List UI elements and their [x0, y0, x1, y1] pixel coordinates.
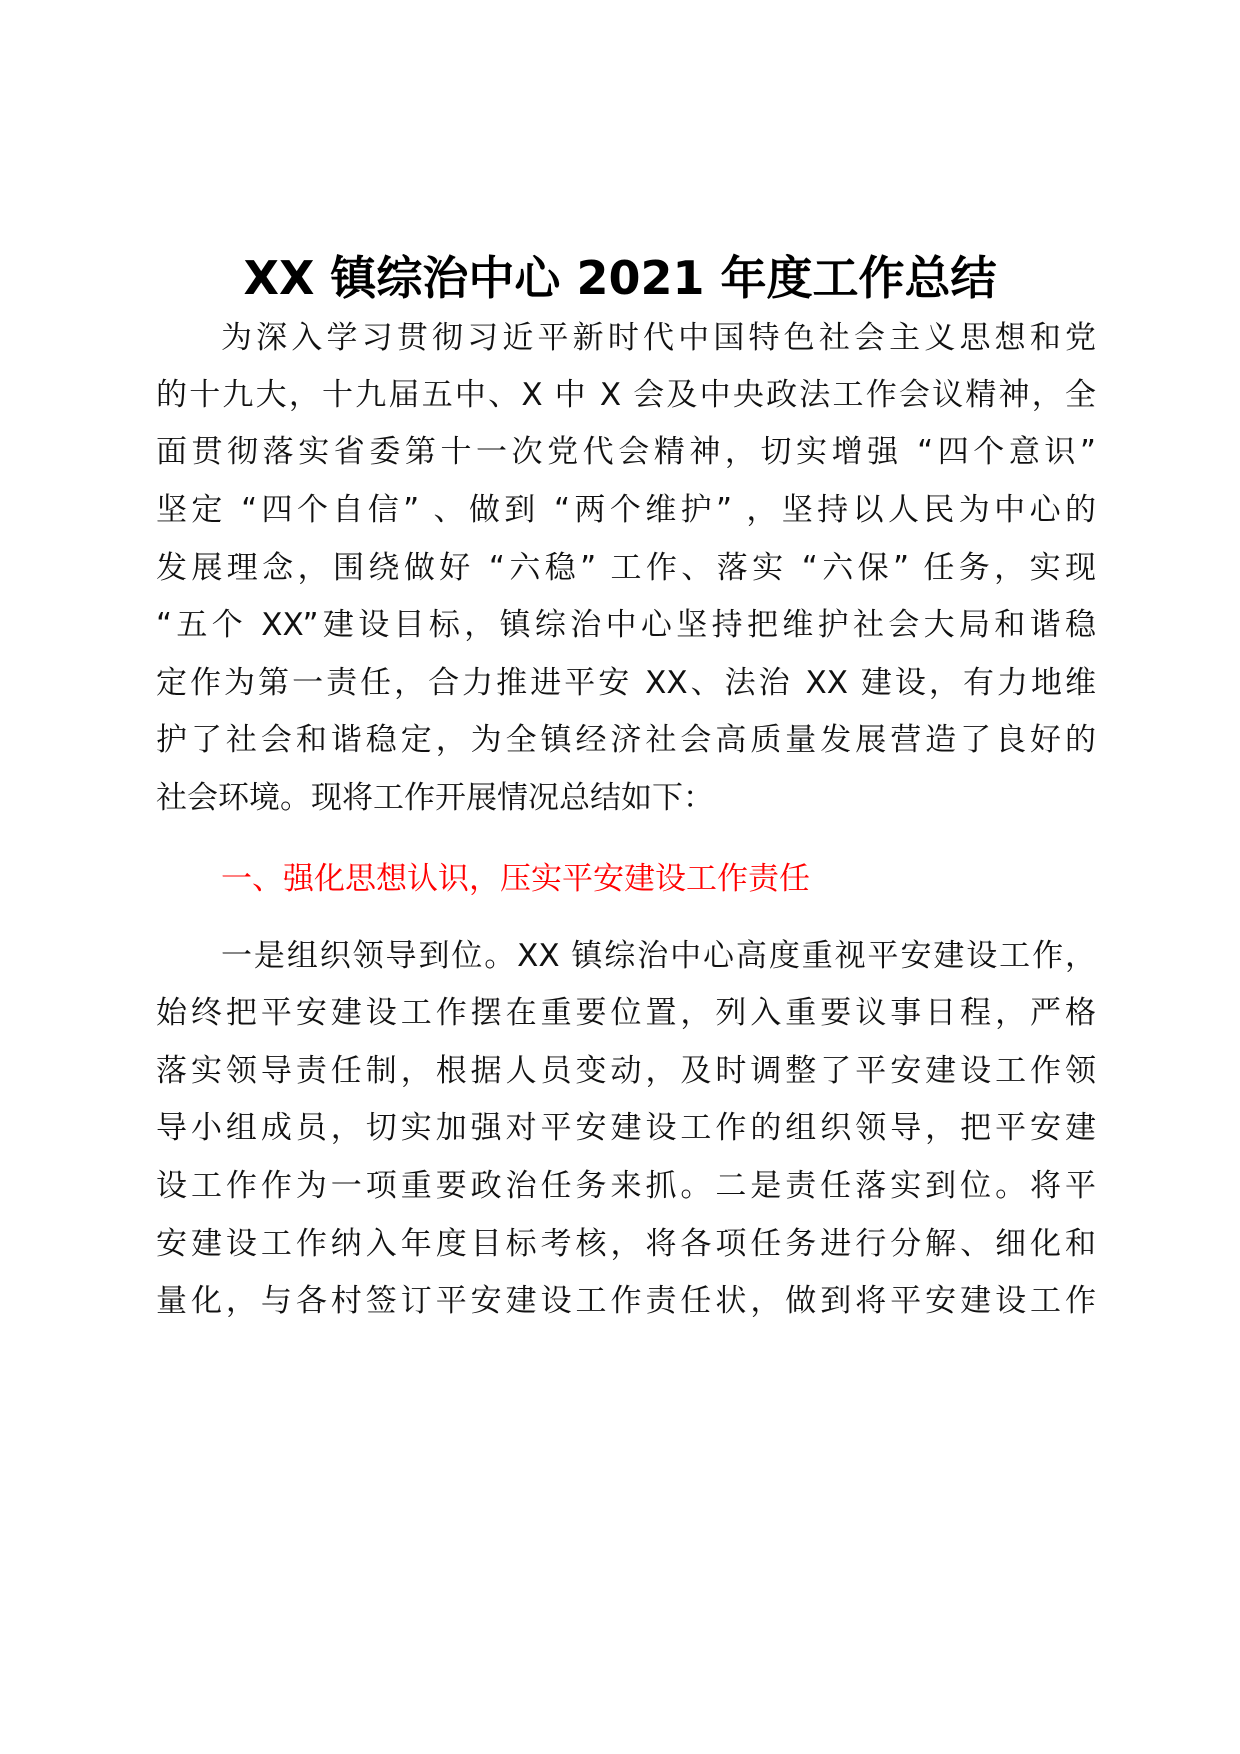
intro-paragraph-line: 面贯彻落实省委第十一次党代会精神，切实增强 “四个意识” [156, 434, 1096, 470]
section-paragraph-line: 落实领导责任制，根据人员变动，及时调整了平安建设工作领 [156, 1053, 1096, 1089]
intro-paragraph-line: 护了社会和谐稳定，为全镇经济社会高质量发展营造了良好的 [156, 722, 1096, 758]
section-paragraph-line: 设工作作为一项重要政治任务来抓。二是责任落实到位。将平 [156, 1168, 1096, 1204]
section-paragraph-line: 一是组织领导到位。XX 镇综治中心高度重视平安建设工作， [221, 938, 1096, 974]
section-paragraph-line: 导小组成员，切实加强对平安建设工作的组织领导，把平安建 [156, 1110, 1096, 1146]
intro-paragraph-line: 发展理念，围绕做好 “六稳” 工作、落实 “六保” 任务，实现 [156, 550, 1096, 586]
section-paragraph-line: 安建设工作纳入年度目标考核，将各项任务进行分解、细化和 [156, 1226, 1096, 1262]
intro-paragraph-line: 的十九大，十九届五中、X 中 X 会及中央政法工作会议精神，全 [156, 377, 1096, 413]
section-paragraph-line: 始终把平安建设工作摆在重要位置，列入重要议事日程，严格 [156, 995, 1096, 1031]
section-paragraph-line: 量化，与各村签订平安建设工作责任状，做到将平安建设工作 [156, 1283, 1096, 1319]
document-title: XX 镇综治中心 2021 年度工作总结 [243, 251, 997, 305]
intro-paragraph-line: 坚定 “四个自信” 、做到 “两个维护” ，坚持以人民为中心的 [156, 492, 1096, 528]
section-heading: 一、强化思想认识，压实平安建设工作责任 [221, 861, 810, 897]
intro-paragraph-line: 社会环境。现将工作开展情况总结如下： [156, 780, 714, 816]
intro-paragraph-line: 为深入学习贯彻习近平新时代中国特色社会主义思想和党 [221, 320, 1096, 356]
intro-paragraph-line: “五个 XX”建设目标，镇综治中心坚持把维护社会大局和谐稳 [156, 607, 1096, 643]
intro-paragraph-line: 定作为第一责任，合力推进平安 XX、法治 XX 建设，有力地维 [156, 665, 1096, 701]
